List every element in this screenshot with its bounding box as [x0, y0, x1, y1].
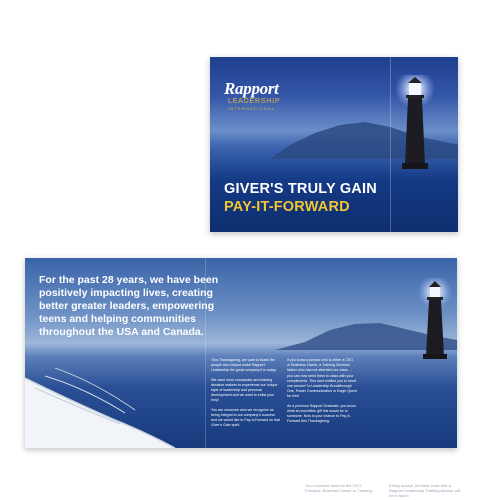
body-paragraph: As a previous Rapport Graduate, you know what an incredible gift this would be to someone. Now is your chance to Pay-It-Forward this Thanksgiving.: [287, 403, 356, 424]
intro-paragraph: For the past 28 years, we have been positively impacting lives, creating better greater leaders, empowering teens and helping communities throughout the USA and Canada.: [39, 274, 219, 338]
logo-leadership-text: LEADERSHIP: [228, 98, 281, 105]
cover-headline: GIVER'S TRULY GAIN: [224, 181, 377, 197]
logo-international-text: INTERNATIONAL: [228, 106, 276, 111]
lighthouse-icon: [413, 278, 457, 368]
logo-wordmark: Rapport: [224, 79, 279, 98]
lighthouse-icon: [390, 75, 440, 185]
brochure-inner-spread: [25, 258, 457, 448]
body-column-1: [211, 358, 281, 432]
back-panel-text-1: Your nominee must be the CEO, Principal, Business Owner or Training: [305, 483, 372, 493]
body-paragraph: If you know a person who is either a CEO or Business Owner, a Training Decision Maker who has not attended our class ... you can now send them to class with your compliments. This card entitles you to send one person* to Leadership Breakthrough One, Power Communication or Eagle Quest for free!: [287, 358, 357, 399]
body-paragraph: This Thanksgiving, we want to thank the people who helped make Rapport Leadership the great company it is today.: [211, 358, 277, 373]
body-paragraph: You are someone who we recognize as being integral to our company's success and we would like to Pay-It-Forward so that Giver's Gain spirit.: [211, 407, 280, 428]
body-paragraph: We want more companies and training decision makers to experience our unique style of leadership and personal development and we want to enlist your help!: [211, 377, 278, 403]
back-panel-text-2: If they accept, let them know that a Rapport Leadership Training Advisor will be in touch: [389, 483, 461, 498]
boat-bow-image: [25, 358, 185, 448]
cover-subheadline: PAY-IT-FORWARD: [224, 199, 350, 215]
body-column-2: [287, 358, 357, 428]
brochure-cover: [210, 57, 458, 232]
brochure-back-panel: [305, 480, 465, 500]
